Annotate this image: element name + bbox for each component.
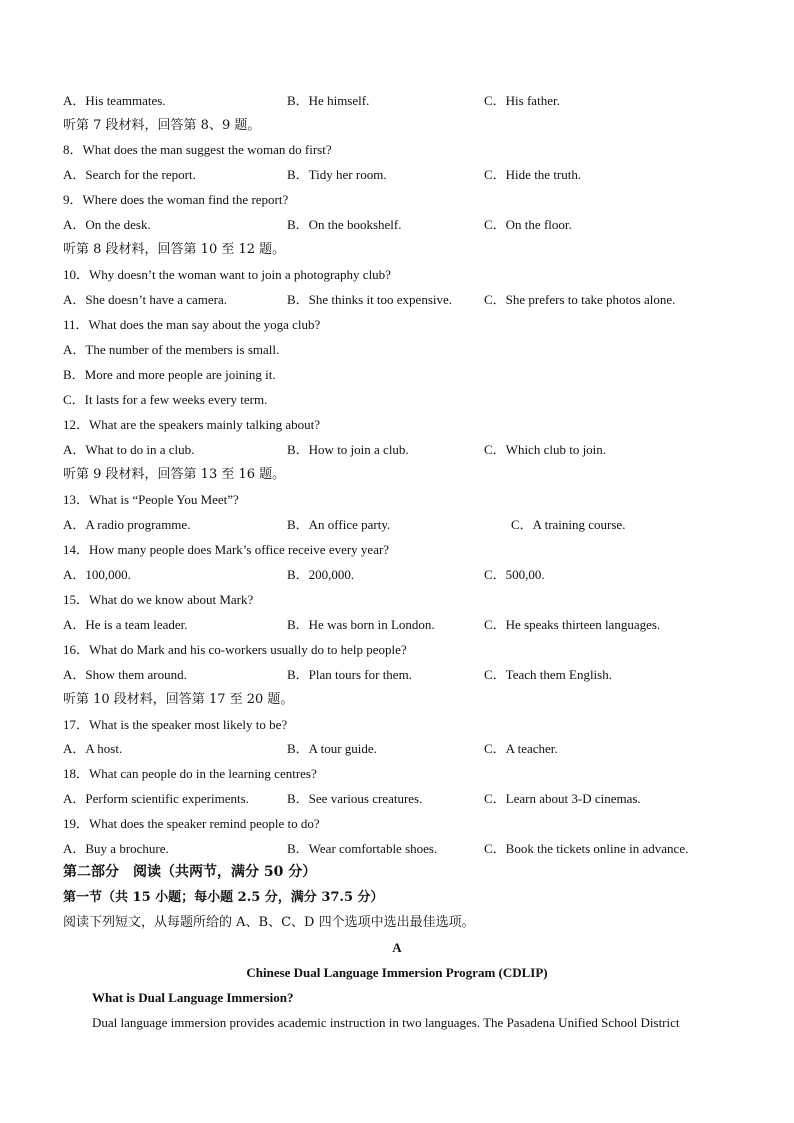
q7-options <box>63 88 743 113</box>
q8-option-c: C．Hide the truth. <box>484 167 582 182</box>
q19-question: 19．What does the speaker remind people to do? <box>63 816 320 831</box>
q8-option-b: B．Tidy her room. <box>287 167 387 182</box>
q14-option-b: B．200,000. <box>287 567 355 582</box>
q10-option-a: A．She doesn’t have a camera. <box>63 292 228 307</box>
q12-option-a: A．What to do in a club. <box>63 442 195 457</box>
segment-10-intro: 听第 10 段材料，回答第 17 至 20 题。 <box>63 692 294 707</box>
q17-option-a: A．A host. <box>63 741 123 756</box>
passage-a-subheading: What is Dual Language Immersion? <box>92 990 294 1005</box>
segment-7-intro: 听第 7 段材料，回答第 8、9 题。 <box>63 118 261 133</box>
q12-option-c: C．Which club to join. <box>484 442 607 457</box>
q12-options <box>63 437 743 462</box>
q7-option-c: C．His father. <box>484 93 560 108</box>
q17-option-c: C．A teacher. <box>484 741 558 756</box>
q12-option-b: B．How to join a club. <box>287 442 409 457</box>
q9-option-a: A．On the desk. <box>63 217 151 232</box>
q13-option-a: A．A radio programme. <box>63 517 191 532</box>
q8-option-a: A．Search for the report. <box>63 167 196 182</box>
segment-9-intro: 听第 9 段材料，回答第 13 至 16 题。 <box>63 467 286 482</box>
q15-option-c: C．He speaks thirteen languages. <box>484 617 661 632</box>
q11-question: 11．What does the man say about the yoga club? <box>63 317 321 332</box>
q10-option-c: C．She prefers to take photos alone. <box>484 292 676 307</box>
q10-question: 10．Why doesn’t the woman want to join a photography club? <box>63 267 391 282</box>
q13-question: 13．What is “People You Meet”? <box>63 492 239 507</box>
q16-question: 16．What do Mark and his co-workers usually do to help people? <box>63 642 407 657</box>
q13-option-c: C．A training course. <box>511 517 626 532</box>
passage-a-letter: A <box>392 940 402 955</box>
q9-option-c: C．On the floor. <box>484 217 572 232</box>
q15-options <box>63 612 743 637</box>
part2-instruction: 阅读下列短文，从每题所给的 A、B、C、D 四个选项中选出最佳选项。 <box>63 915 475 930</box>
q11-option-c: C．It lasts for a few weeks every term. <box>63 392 268 407</box>
q11-option-b: B．More and more people are joining it. <box>63 367 276 382</box>
q12-question: 12．What are the speakers mainly talking about? <box>63 417 321 432</box>
part2-title: 第二部分 阅读（共两节，满分 50 分） <box>63 864 317 880</box>
q18-options <box>63 786 743 811</box>
passage-a-title: Chinese Dual Language Immersion Program (CDLIP) <box>246 965 548 980</box>
q19-option-b: B．Wear comfortable shoes. <box>287 841 438 856</box>
q13-options <box>63 512 743 537</box>
q8-options <box>63 162 743 187</box>
q15-option-a: A．He is a team leader. <box>63 617 188 632</box>
q17-option-b: B．A tour guide. <box>287 741 377 756</box>
q10-option-b: B．She thinks it too expensive. <box>287 292 453 307</box>
part2-section1-title: 第一节（共 15 小题；每小题 2.5 分，满分 37.5 分） <box>63 890 384 905</box>
segment-8-intro: 听第 8 段材料，回答第 10 至 12 题。 <box>63 242 286 257</box>
q16-option-a: A．Show them around. <box>63 667 187 682</box>
q17-options <box>63 736 743 761</box>
q7-option-a: A．His teammates. <box>63 93 166 108</box>
q13-option-b: B．An office party. <box>287 517 391 532</box>
q14-option-c: C．500,00. <box>484 567 545 582</box>
q19-option-a: A．Buy a brochure. <box>63 841 169 856</box>
q15-option-b: B．He was born in London. <box>287 617 435 632</box>
passage-a-paragraph: Dual language immersion provides academic instruction in two languages. The Pasadena Unified School District <box>92 1015 680 1030</box>
q15-question: 15．What do we know about Mark? <box>63 592 254 607</box>
q18-option-a: A．Perform scientific experiments. <box>63 791 249 806</box>
q19-option-c: C．Book the tickets online in advance. <box>484 841 689 856</box>
q7-option-b: B．He himself. <box>287 93 370 108</box>
q18-question: 18．What can people do in the learning centres? <box>63 766 317 781</box>
q19-options <box>63 836 743 861</box>
q14-options <box>63 562 743 587</box>
q11-option-a: A．The number of the members is small. <box>63 342 280 357</box>
q8-question: 8．What does the man suggest the woman do first? <box>63 142 332 157</box>
q10-options <box>63 287 743 312</box>
q9-options <box>63 212 743 237</box>
q17-question: 17．What is the speaker most likely to be? <box>63 717 288 732</box>
q16-option-b: B．Plan tours for them. <box>287 667 412 682</box>
q18-option-c: C．Learn about 3-D cinemas. <box>484 791 641 806</box>
q16-option-c: C．Teach them English. <box>484 667 612 682</box>
q16-options <box>63 662 743 687</box>
q9-option-b: B．On the bookshelf. <box>287 217 402 232</box>
q18-option-b: B．See various creatures. <box>287 791 423 806</box>
q9-question: 9．Where does the woman find the report? <box>63 192 289 207</box>
q14-question: 14．How many people does Mark’s office receive every year? <box>63 542 390 557</box>
q14-option-a: A．100,000. <box>63 567 131 582</box>
